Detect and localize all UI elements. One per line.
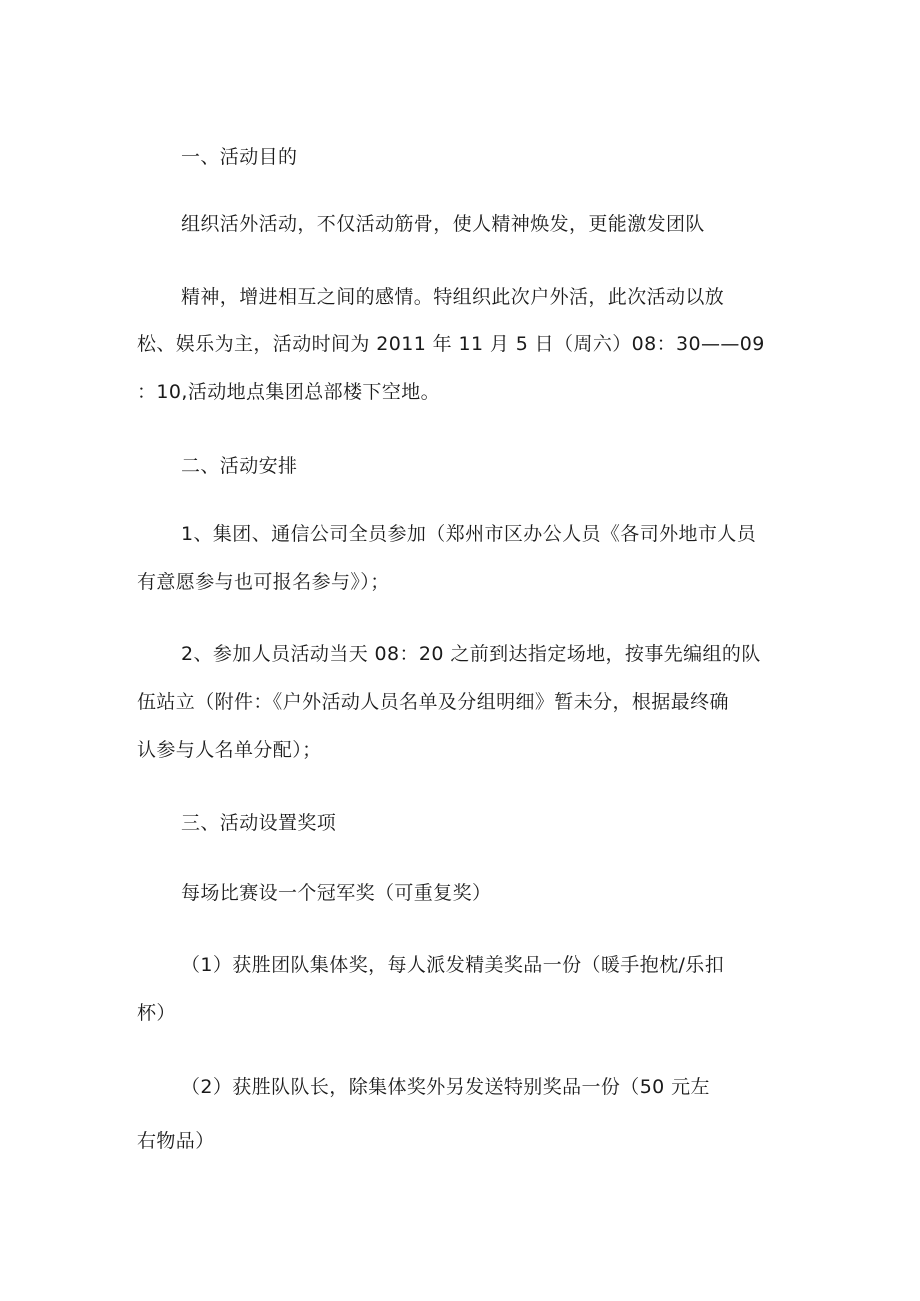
list-item-line: 有意愿参与也可报名参与》）； xyxy=(137,571,390,593)
list-item-line: 2、参加人员活动当天 08：20 之前到达指定场地，按事先编组的队 xyxy=(181,643,761,665)
list-item-line: 认参与人名单分配）； xyxy=(137,739,322,761)
paragraph-line: 松、娱乐为主，活动时间为 2011 年 11 月 5 日（周六）08：30——09 xyxy=(137,333,765,355)
list-item-line: 伍站立（附件：《户外活动人员名单及分组明细》暂未分，根据最终确 xyxy=(137,691,729,713)
paragraph-line: 每场比赛设一个冠军奖（可重复奖） xyxy=(181,882,492,904)
list-item-line: 1、集团、通信公司全员参加（郑州市区办公人员《各司外地市人员 xyxy=(181,523,757,545)
award-item-line: 右物品） xyxy=(137,1130,215,1152)
section-heading-activity-purpose: 一、活动目的 xyxy=(181,146,298,168)
award-item-line: （1）获胜团队集体奖，每人派发精美奖品一份（暖手抱枕/乐扣 xyxy=(181,954,725,976)
section-heading-activity-arrangement: 二、活动安排 xyxy=(181,455,298,477)
award-item-line: 杯） xyxy=(137,1002,176,1024)
award-item-line: （2）获胜队队长，除集体奖外另发送特别奖品一份（50 元左 xyxy=(181,1076,710,1098)
paragraph-line: 精神，增进相互之间的感情。特组织此次户外活，此次活动以放 xyxy=(181,286,725,308)
section-heading-awards: 三、活动设置奖项 xyxy=(181,812,337,834)
paragraph-line: 组织活外活动，不仅活动筋骨，使人精神焕发，更能激发团队 xyxy=(181,213,705,235)
paragraph-line: ：10,活动地点集团总部楼下空地。 xyxy=(137,381,441,403)
